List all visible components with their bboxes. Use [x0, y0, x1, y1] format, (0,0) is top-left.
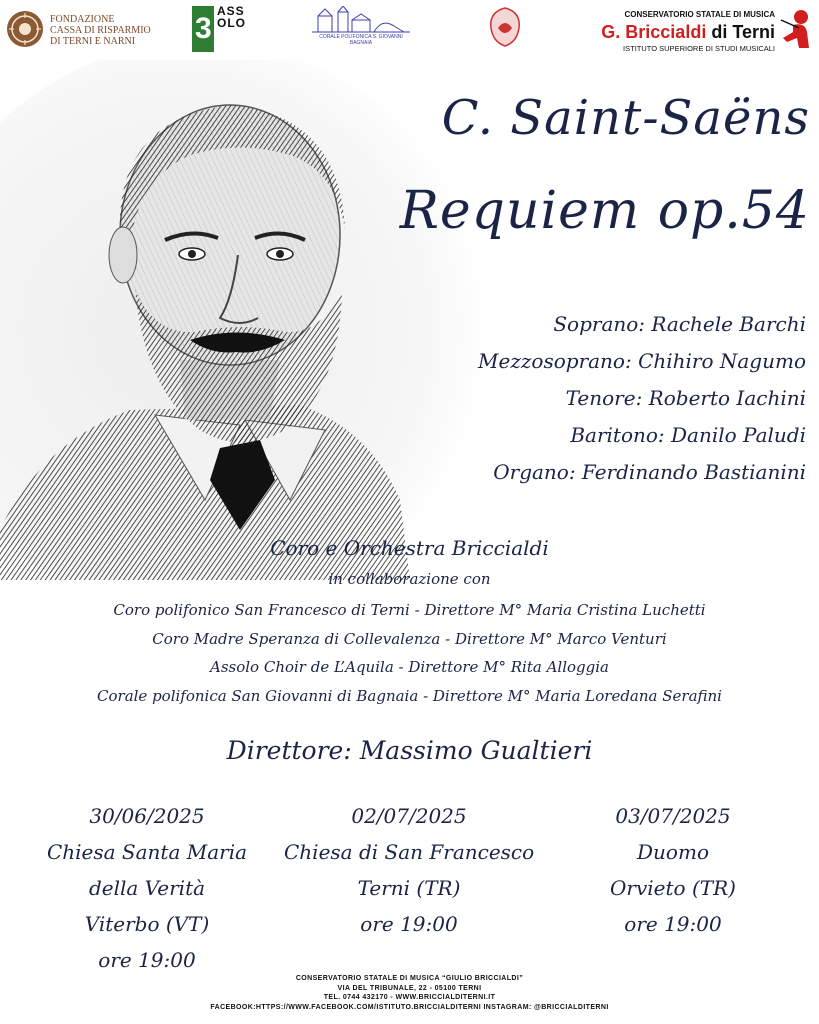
choir-badge-icon [488, 6, 522, 48]
conductor: Direttore: Massimo Gualtieri [226, 736, 593, 765]
concert-venue-line2: della Verità [88, 876, 206, 900]
collaboration-label: in collaborazione con [328, 570, 491, 588]
concert-viterbo [22, 798, 272, 978]
soloists-list [440, 306, 806, 491]
concert-city: Terni (TR) [357, 876, 461, 900]
soloist-item: Tenore: Roberto Iachini [565, 386, 806, 410]
soloist-item: Organo: Ferdinando Bastianini [493, 460, 806, 484]
choir-item: Corale polifonica San Giovanni di Bagnaia - Direttore M° Maria Loredana Serafini [97, 686, 722, 705]
fondazione-text: FONDAZIONE CASSA DI RISPARMIO DI TERNI E NARNI [50, 14, 151, 47]
ensemble-name: Coro e Orchestra Briccialdi [270, 536, 549, 560]
concert-date: 03/07/2025 [615, 804, 731, 828]
concert-city: Orvieto (TR) [610, 876, 736, 900]
soloist-item: Mezzosoprano: Chihiro Nagumo [478, 349, 806, 373]
corale-bagnaia-logo: CORALE POLIFONICA S. GIOVANNI BAGNAIA [310, 6, 412, 54]
concert-terni [284, 798, 534, 942]
concert-city: Viterbo (VT) [84, 912, 210, 936]
soloist-item: Soprano: Rachele Barchi [553, 312, 806, 336]
footer-institution: CONSERVATORIO STATALE DI MUSICA “GIULIO BRICCIALDI” [295, 975, 524, 982]
choir-item: Assolo Choir de L’Aquila - Direttore M° Rita Alloggia [209, 658, 609, 676]
fondazione-logo [6, 8, 156, 52]
footer-social[interactable]: FACEBOOK:HTTPS://WWW.FACEBOOK.COM/ISTITUTO.BRICCIALDITERNI INSTAGRAM: @BRICCIALDITERNI [210, 1003, 609, 1011]
conservatorio-name: G. Briccialdi di Terni [601, 22, 775, 42]
footer-phone-web[interactable]: TEL. 0744 432170 - WWW.BRICCIALDITERNI.IT [323, 994, 496, 1001]
concert-date: 02/07/2025 [351, 804, 467, 828]
conservatorio-logo: CONSERVATORIO STATALE DI MUSICA G. Briccialdi di Terni ISTITUTO SUPERIORE DI STUDI MUSICALI [560, 6, 815, 56]
assolo-logo: 3 ASSOLO [192, 6, 254, 52]
concert-orvieto [548, 798, 798, 942]
concert-time: ore 19:00 [98, 948, 196, 972]
sponsor-logo-bar [0, 0, 819, 62]
footer-contacts [60, 974, 759, 1012]
work-title: Requiem op.54 [399, 181, 810, 241]
choir-item: Coro polifonico San Francesco di Terni - Direttore M° Maria Cristina Luchetti [113, 601, 706, 619]
choir-item: Coro Madre Speranza di Collevalenza - Direttore M° Marco Venturi [152, 629, 667, 648]
concert-time: ore 19:00 [624, 912, 722, 936]
choirs-list [20, 596, 799, 710]
concert-venue: Duomo [637, 840, 709, 864]
church-drawing-icon [310, 6, 412, 34]
concert-venue: Chiesa di San Francesco [284, 840, 535, 864]
fondazione-seal-icon [6, 10, 44, 48]
flautist-figure-icon [779, 8, 813, 52]
composer-title: C. Saint-Saëns [441, 90, 810, 146]
footer-address: VIA DEL TRIBUNALE, 22 - 05100 TERNI [337, 984, 482, 992]
concert-date: 30/06/2025 [89, 804, 205, 828]
concert-time: ore 19:00 [360, 912, 458, 936]
concert-venue: Chiesa Santa Maria [46, 840, 248, 864]
soloist-item: Baritono: Danilo Paludi [570, 423, 806, 447]
